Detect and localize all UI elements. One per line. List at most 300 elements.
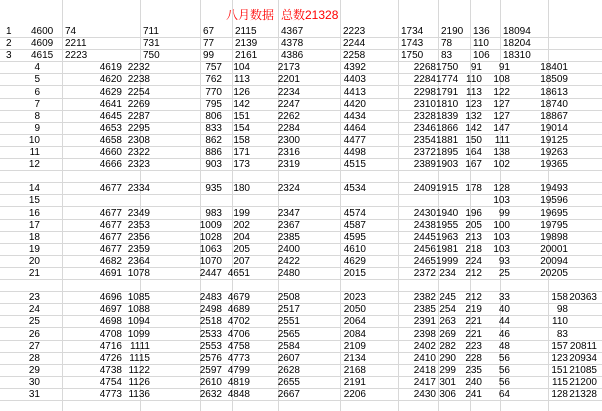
- table-cell[interactable]: 212: [465, 292, 482, 303]
- table-cell[interactable]: 263: [439, 316, 456, 327]
- table-cell[interactable]: 2323: [127, 159, 150, 170]
- table-cell[interactable]: 33: [498, 292, 510, 303]
- table-cell[interactable]: 2597: [199, 365, 222, 376]
- table-cell[interactable]: [310, 195, 366, 206]
- table-cell[interactable]: 204: [233, 232, 250, 243]
- table-cell[interactable]: 1085: [127, 292, 150, 303]
- table-cell[interactable]: [555, 147, 597, 158]
- table-cell[interactable]: 4677: [99, 183, 122, 194]
- table-cell[interactable]: [548, 38, 602, 49]
- table-row[interactable]: [0, 365, 602, 376]
- table-cell[interactable]: [548, 50, 602, 61]
- table-cell[interactable]: 83: [556, 329, 568, 340]
- table-cell[interactable]: 2632: [199, 389, 222, 400]
- table-cell[interactable]: 18613: [540, 87, 568, 98]
- table-cell[interactable]: 282: [439, 341, 456, 352]
- table-cell[interactable]: 757: [205, 62, 222, 73]
- table-cell[interactable]: 234: [439, 268, 456, 279]
- table-cell[interactable]: 862: [205, 135, 222, 146]
- table-cell[interactable]: 46: [498, 329, 510, 340]
- table-cell[interactable]: 245: [439, 292, 456, 303]
- table-cell[interactable]: 2480: [277, 268, 300, 279]
- table-row[interactable]: [0, 74, 602, 85]
- table-cell[interactable]: 157: [551, 341, 568, 352]
- table-cell[interactable]: 4386: [281, 50, 304, 61]
- table-cell[interactable]: 4689: [227, 304, 250, 315]
- table-cell[interactable]: 2324: [277, 183, 300, 194]
- table-cell[interactable]: 1791: [436, 87, 459, 98]
- table-cell[interactable]: 2410: [413, 353, 436, 364]
- table-cell[interactable]: 2518: [199, 316, 222, 327]
- table-cell[interactable]: 21200: [569, 377, 597, 388]
- table-cell[interactable]: 19365: [540, 159, 568, 170]
- table-cell[interactable]: [150, 280, 222, 291]
- table-cell[interactable]: 2353: [127, 220, 150, 231]
- table-row[interactable]: [0, 304, 602, 315]
- table-cell[interactable]: 111: [494, 135, 510, 146]
- table-cell[interactable]: 19014: [540, 123, 568, 134]
- table-cell[interactable]: 2418: [413, 365, 436, 376]
- table-cell[interactable]: [222, 280, 250, 291]
- table-cell[interactable]: [150, 171, 222, 182]
- table-cell[interactable]: 299: [439, 365, 456, 376]
- table-cell[interactable]: 21085: [569, 365, 597, 376]
- table-cell[interactable]: 78: [441, 38, 453, 49]
- table-cell[interactable]: [555, 123, 597, 134]
- table-cell[interactable]: 2359: [127, 244, 150, 255]
- table-cell[interactable]: 1070: [199, 256, 222, 267]
- table-cell[interactable]: 142: [233, 99, 250, 110]
- table-cell[interactable]: [150, 195, 222, 206]
- table-cell[interactable]: 99: [498, 208, 510, 219]
- table-cell[interactable]: 2254: [127, 87, 150, 98]
- table-cell[interactable]: 2168: [343, 365, 366, 376]
- table-cell[interactable]: [555, 232, 597, 243]
- table-cell[interactable]: 4677: [99, 208, 122, 219]
- table-cell[interactable]: 290: [439, 353, 456, 364]
- table-cell[interactable]: 67: [203, 26, 215, 37]
- table-cell[interactable]: 4682: [99, 256, 122, 267]
- table-cell[interactable]: 1063: [199, 244, 222, 255]
- table-cell[interactable]: 4706: [227, 329, 250, 340]
- table-cell[interactable]: 2298: [413, 87, 436, 98]
- table-cell[interactable]: 2316: [277, 147, 300, 158]
- table-cell[interactable]: 221: [465, 316, 482, 327]
- table-cell[interactable]: 886: [205, 147, 222, 158]
- table-cell[interactable]: 2084: [343, 329, 366, 340]
- table-cell[interactable]: 2385: [413, 304, 436, 315]
- table-cell[interactable]: 2109: [343, 341, 366, 352]
- table-cell[interactable]: 2300: [277, 135, 300, 146]
- table-cell[interactable]: 103: [493, 232, 510, 243]
- table-cell[interactable]: 269: [439, 329, 456, 340]
- table-cell[interactable]: 4392: [343, 62, 366, 73]
- table-row[interactable]: [0, 99, 602, 110]
- table-cell[interactable]: 2655: [277, 377, 300, 388]
- table-cell[interactable]: [555, 329, 597, 340]
- table-cell[interactable]: 56: [498, 353, 510, 364]
- table-row[interactable]: [0, 316, 602, 327]
- table-cell[interactable]: 218: [465, 244, 482, 255]
- table-cell[interactable]: 212: [465, 268, 482, 279]
- table-cell[interactable]: 91: [470, 62, 482, 73]
- table-cell[interactable]: 4758: [227, 341, 250, 352]
- table-cell[interactable]: 4534: [343, 183, 366, 194]
- table-cell[interactable]: 2610: [199, 377, 222, 388]
- table-cell[interactable]: [98, 195, 150, 206]
- table-cell[interactable]: 770: [205, 87, 222, 98]
- table-cell[interactable]: 4658: [99, 135, 122, 146]
- table-cell[interactable]: 123: [465, 99, 482, 110]
- table-cell[interactable]: 2284: [277, 123, 300, 134]
- table-cell[interactable]: 1088: [127, 304, 150, 315]
- table-cell[interactable]: [436, 171, 456, 182]
- table-cell[interactable]: 167: [465, 159, 482, 170]
- table-cell[interactable]: [555, 244, 597, 255]
- table-cell[interactable]: 2456: [413, 244, 436, 255]
- table-cell[interactable]: 2173: [277, 62, 300, 73]
- table-cell[interactable]: 1940: [436, 208, 459, 219]
- table-cell[interactable]: [366, 195, 436, 206]
- table-row[interactable]: [0, 220, 602, 231]
- table-cell[interactable]: 19263: [540, 147, 568, 158]
- table-row[interactable]: [0, 111, 602, 122]
- table-row[interactable]: [0, 329, 602, 340]
- table-cell[interactable]: 903: [205, 159, 222, 170]
- table-cell[interactable]: 2050: [343, 304, 366, 315]
- table-cell[interactable]: 4367: [281, 26, 304, 37]
- table-cell[interactable]: 164: [465, 147, 482, 158]
- table-cell[interactable]: 213: [465, 232, 482, 243]
- table-cell[interactable]: [250, 280, 300, 291]
- table-cell[interactable]: 158: [551, 292, 568, 303]
- table-cell[interactable]: [436, 280, 456, 291]
- table-cell[interactable]: 18204: [503, 38, 531, 49]
- table-cell[interactable]: 2398: [413, 329, 436, 340]
- table-cell[interactable]: 40: [498, 304, 510, 315]
- table-cell[interactable]: 113: [466, 87, 482, 98]
- table-cell[interactable]: 77: [203, 38, 215, 49]
- table-cell[interactable]: 833: [205, 123, 222, 134]
- table-cell[interactable]: 4498: [343, 147, 366, 158]
- table-cell[interactable]: 2372: [413, 147, 436, 158]
- table-cell[interactable]: 2015: [343, 268, 366, 279]
- table-cell[interactable]: 1115: [129, 353, 150, 364]
- table-cell[interactable]: 142: [465, 123, 482, 134]
- table-cell[interactable]: 20811: [569, 341, 597, 352]
- table-cell[interactable]: [555, 159, 597, 170]
- table-cell[interactable]: 2402: [413, 341, 436, 352]
- table-cell[interactable]: 151: [233, 111, 250, 122]
- table-cell[interactable]: [310, 280, 366, 291]
- table-cell[interactable]: 2223: [65, 50, 88, 61]
- table-cell[interactable]: 2517: [277, 304, 300, 315]
- table-cell[interactable]: 2134: [343, 353, 366, 364]
- table-cell[interactable]: 2115: [235, 26, 257, 37]
- table-cell[interactable]: 171: [233, 147, 250, 158]
- table-cell[interactable]: [555, 256, 597, 267]
- table-cell[interactable]: 1895: [436, 147, 459, 158]
- table-cell[interactable]: 240: [465, 377, 482, 388]
- table-cell[interactable]: [250, 171, 300, 182]
- table-row[interactable]: [0, 377, 602, 388]
- table-cell[interactable]: 1750: [436, 62, 459, 73]
- table-cell[interactable]: 2417: [413, 377, 436, 388]
- table-cell[interactable]: 4848: [227, 389, 250, 400]
- table-cell[interactable]: 4773: [99, 389, 122, 400]
- table-cell[interactable]: 221: [465, 329, 482, 340]
- table-row[interactable]: [0, 135, 602, 146]
- table-cell[interactable]: 132: [465, 111, 482, 122]
- table-cell[interactable]: 1866: [436, 123, 459, 134]
- table-cell[interactable]: 1028: [199, 232, 222, 243]
- table-cell[interactable]: 110: [473, 38, 489, 49]
- table-cell[interactable]: 19898: [540, 232, 568, 243]
- table-cell[interactable]: 4574: [343, 208, 366, 219]
- table-cell[interactable]: [548, 26, 602, 37]
- table-cell[interactable]: 19596: [540, 195, 568, 206]
- table-cell[interactable]: 19493: [540, 183, 568, 194]
- table-cell[interactable]: 18509: [540, 74, 568, 85]
- table-cell[interactable]: 1915: [436, 183, 459, 194]
- table-cell[interactable]: 2483: [199, 292, 222, 303]
- table-cell[interactable]: 2422: [277, 256, 300, 267]
- table-cell[interactable]: [555, 111, 597, 122]
- table-cell[interactable]: 2382: [413, 292, 436, 303]
- table-cell[interactable]: 93: [498, 256, 510, 267]
- table-cell[interactable]: 18401: [540, 62, 568, 73]
- table-cell[interactable]: 1839: [436, 111, 459, 122]
- table-cell[interactable]: 711: [143, 26, 159, 37]
- table-cell[interactable]: 1903: [436, 159, 459, 170]
- table-cell[interactable]: 21328: [569, 389, 597, 400]
- table-cell[interactable]: 180: [233, 183, 250, 194]
- table-cell[interactable]: 4819: [227, 377, 250, 388]
- table-cell[interactable]: 151: [551, 365, 568, 376]
- table-cell[interactable]: 2349: [127, 208, 150, 219]
- table-cell[interactable]: 4799: [227, 365, 250, 376]
- table-cell[interactable]: 147: [493, 123, 510, 134]
- table-cell[interactable]: 4619: [99, 62, 122, 73]
- table-cell[interactable]: 4651: [227, 268, 250, 279]
- table-cell[interactable]: 4434: [343, 111, 366, 122]
- table-cell[interactable]: [555, 208, 597, 219]
- table-cell[interactable]: 935: [205, 183, 222, 194]
- table-cell[interactable]: [366, 280, 436, 291]
- table-cell[interactable]: 102: [493, 159, 510, 170]
- table-row[interactable]: [0, 244, 602, 255]
- table-cell[interactable]: 74: [65, 26, 77, 37]
- table-row[interactable]: [0, 62, 602, 73]
- table-cell[interactable]: 2576: [199, 353, 222, 364]
- table-cell[interactable]: 2190: [441, 26, 464, 37]
- table-cell[interactable]: 254: [439, 304, 456, 315]
- table-cell[interactable]: [555, 87, 597, 98]
- table-cell[interactable]: 4629: [99, 87, 122, 98]
- table-row[interactable]: [0, 159, 602, 170]
- table-cell[interactable]: 4660: [99, 147, 122, 158]
- table-cell[interactable]: 127: [493, 111, 510, 122]
- table-cell[interactable]: 2268: [413, 62, 436, 73]
- table-cell[interactable]: 4595: [343, 232, 366, 243]
- table-cell[interactable]: 128: [551, 389, 568, 400]
- table-cell[interactable]: 2308: [127, 135, 150, 146]
- table-cell[interactable]: 127: [493, 99, 510, 110]
- table-cell[interactable]: 2139: [235, 38, 258, 49]
- table-cell[interactable]: 123: [551, 353, 568, 364]
- table-cell[interactable]: [555, 135, 597, 146]
- table-cell[interactable]: 4629: [343, 256, 366, 267]
- table-cell[interactable]: 2322: [127, 147, 150, 158]
- table-cell[interactable]: [250, 195, 300, 206]
- table-cell[interactable]: 20205: [540, 268, 568, 279]
- table-cell[interactable]: [555, 99, 597, 110]
- table-cell[interactable]: 99: [203, 50, 215, 61]
- table-cell[interactable]: 18867: [540, 111, 568, 122]
- table-cell[interactable]: 2445: [413, 232, 436, 243]
- table-cell[interactable]: 2247: [277, 99, 300, 110]
- table-cell[interactable]: 1750: [401, 50, 424, 61]
- table-cell[interactable]: 806: [205, 111, 222, 122]
- table-cell[interactable]: 301: [439, 377, 456, 388]
- table-cell[interactable]: 136: [473, 26, 490, 37]
- table-cell[interactable]: 1810: [436, 99, 459, 110]
- table-cell[interactable]: [555, 280, 597, 291]
- table-cell[interactable]: 20001: [540, 244, 568, 255]
- table-cell[interactable]: 2269: [127, 99, 150, 110]
- table-cell[interactable]: 2447: [199, 268, 222, 279]
- table-cell[interactable]: 4708: [99, 329, 122, 340]
- table-cell[interactable]: 1136: [128, 389, 150, 400]
- table-cell[interactable]: [555, 171, 597, 182]
- table-cell[interactable]: 1734: [401, 26, 424, 37]
- table-cell[interactable]: 1963: [436, 232, 459, 243]
- table-cell[interactable]: 2161: [235, 50, 258, 61]
- table-cell[interactable]: 20934: [569, 353, 597, 364]
- table-cell[interactable]: 1881: [436, 135, 459, 146]
- table-cell[interactable]: 64: [498, 389, 510, 400]
- table-row[interactable]: [0, 87, 602, 98]
- table-cell[interactable]: 4666: [99, 159, 122, 170]
- table-cell[interactable]: 4696: [99, 292, 122, 303]
- table-cell[interactable]: 150: [465, 135, 482, 146]
- table-cell[interactable]: 4645: [99, 111, 122, 122]
- table-cell[interactable]: 2328: [413, 111, 436, 122]
- table-cell[interactable]: 795: [205, 99, 222, 110]
- table-cell[interactable]: 1999: [436, 256, 459, 267]
- table-cell[interactable]: 4754: [99, 377, 122, 388]
- table-cell[interactable]: 2346: [413, 123, 436, 134]
- table-cell[interactable]: [456, 195, 482, 206]
- table-cell[interactable]: 205: [465, 220, 482, 231]
- table-cell[interactable]: 2391: [413, 316, 436, 327]
- table-cell[interactable]: 2367: [277, 220, 300, 231]
- table-cell[interactable]: 2409: [413, 183, 436, 194]
- table-cell[interactable]: 115: [552, 377, 568, 388]
- table-cell[interactable]: 219: [465, 304, 482, 315]
- table-cell[interactable]: 110: [552, 316, 568, 327]
- table-cell[interactable]: 224: [465, 256, 482, 267]
- table-cell[interactable]: 2430: [413, 208, 436, 219]
- table-cell[interactable]: 2400: [277, 244, 300, 255]
- table-row[interactable]: [0, 292, 602, 303]
- table-cell[interactable]: 1094: [127, 316, 150, 327]
- table-row[interactable]: [0, 256, 602, 267]
- table-cell[interactable]: 100: [493, 220, 510, 231]
- table-cell[interactable]: 202: [233, 220, 250, 231]
- table-cell[interactable]: 2234: [277, 87, 300, 98]
- table-cell[interactable]: [555, 183, 597, 194]
- table-cell[interactable]: 4515: [343, 159, 366, 170]
- table-cell[interactable]: 1981: [436, 244, 459, 255]
- table-cell[interactable]: [98, 280, 150, 291]
- table-cell[interactable]: 228: [465, 353, 482, 364]
- table-cell[interactable]: 2238: [127, 74, 150, 85]
- table-cell[interactable]: 2284: [413, 74, 436, 85]
- table-cell[interactable]: 4620: [99, 74, 122, 85]
- table-cell[interactable]: 235: [465, 365, 482, 376]
- table-cell[interactable]: 2023: [343, 292, 366, 303]
- table-cell[interactable]: 4378: [281, 38, 304, 49]
- table-cell[interactable]: 4726: [99, 353, 122, 364]
- table-cell[interactable]: 2584: [277, 341, 300, 352]
- table-cell[interactable]: 2553: [199, 341, 222, 352]
- table-cell[interactable]: 2430: [413, 389, 436, 400]
- table-cell[interactable]: 18740: [540, 99, 568, 110]
- table-row[interactable]: [0, 280, 602, 291]
- table-cell[interactable]: 4477: [343, 135, 366, 146]
- table-cell[interactable]: 4610: [343, 244, 366, 255]
- table-row[interactable]: [0, 353, 602, 364]
- table-cell[interactable]: 4677: [99, 220, 122, 231]
- table-cell[interactable]: 108: [493, 74, 510, 85]
- table-cell[interactable]: 4609: [31, 38, 54, 49]
- table-cell[interactable]: 20363: [569, 292, 597, 303]
- table-cell[interactable]: 91: [498, 62, 510, 73]
- table-cell[interactable]: 2347: [277, 208, 300, 219]
- table-cell[interactable]: 2295: [127, 123, 150, 134]
- table-cell[interactable]: [555, 316, 597, 327]
- table-cell[interactable]: 2364: [127, 256, 150, 267]
- table-cell[interactable]: 223: [465, 341, 482, 352]
- table-cell[interactable]: 207: [233, 256, 250, 267]
- table-cell[interactable]: 106: [473, 50, 490, 61]
- table-cell[interactable]: 98: [556, 304, 568, 315]
- table-cell[interactable]: 1126: [128, 377, 150, 388]
- table-cell[interactable]: [436, 195, 456, 206]
- table-row[interactable]: [0, 50, 602, 61]
- table-cell[interactable]: 2310: [413, 99, 436, 110]
- table-cell[interactable]: 110: [466, 74, 482, 85]
- table-cell[interactable]: 1122: [128, 365, 150, 376]
- table-cell[interactable]: 2551: [277, 316, 300, 327]
- table-cell[interactable]: 2258: [343, 50, 366, 61]
- table-cell[interactable]: [482, 280, 510, 291]
- table-cell[interactable]: 20094: [540, 256, 568, 267]
- table-cell[interactable]: 1955: [436, 220, 459, 231]
- table-cell[interactable]: 4653: [99, 123, 122, 134]
- table-cell[interactable]: 983: [205, 208, 222, 219]
- table-cell[interactable]: 113: [234, 74, 250, 85]
- table-cell[interactable]: 4641: [99, 99, 122, 110]
- table-row[interactable]: [0, 195, 602, 206]
- table-cell[interactable]: 241: [465, 389, 482, 400]
- table-cell[interactable]: 173: [233, 159, 250, 170]
- table-cell[interactable]: 1111: [129, 341, 150, 352]
- table-cell[interactable]: 4716: [99, 341, 122, 352]
- table-cell[interactable]: 2211: [65, 38, 87, 49]
- table-cell[interactable]: 4615: [31, 50, 54, 61]
